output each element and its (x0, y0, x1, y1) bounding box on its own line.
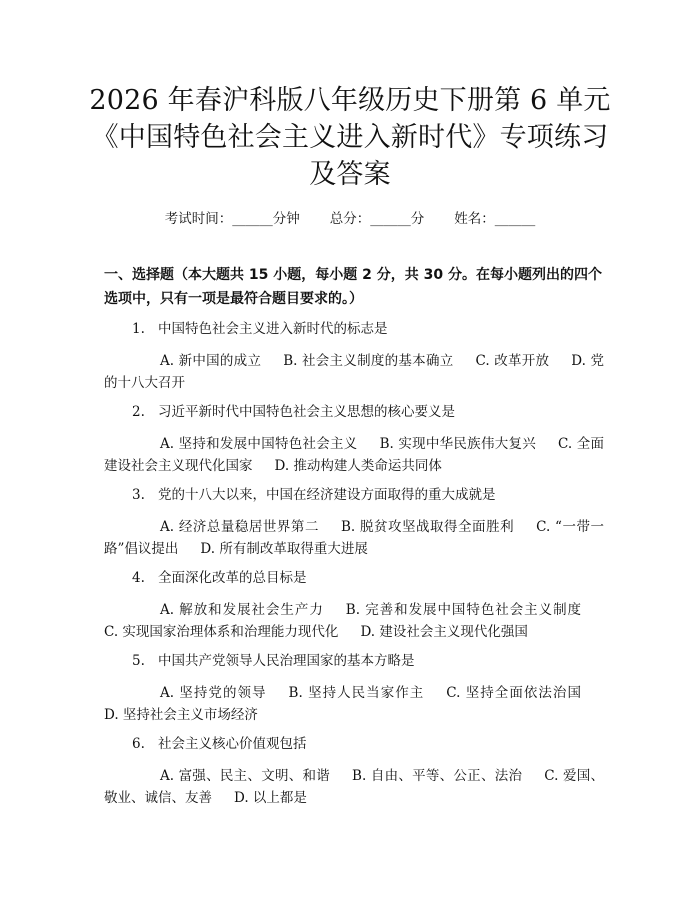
question-stem (104, 650, 604, 672)
question-text: 中国特色社会主义进入新时代的标志是 (158, 321, 388, 337)
question-3 (104, 484, 604, 560)
question-2 (104, 401, 604, 477)
option-d: D. 建设社会主义现代化强国 (360, 624, 528, 640)
question-number: 3. (132, 487, 145, 503)
question-options (104, 682, 604, 726)
exam-info-line (0, 207, 700, 227)
question-text: 中国共产党领导人民治理国家的基本方略是 (158, 653, 415, 669)
question-text: 全面深化改革的总目标是 (158, 570, 307, 586)
question-options (104, 516, 604, 560)
option-d: D. 以上都是 (234, 790, 307, 806)
title-line-1: 2026 年春沪科版八年级历史下册第 6 单元 (89, 85, 611, 116)
question-stem (104, 733, 604, 755)
question-number: 4. (132, 570, 145, 586)
student-name-field: 姓名：______ (454, 211, 536, 227)
option-a: A. 坚持和发展中国特色社会主义 (160, 436, 358, 452)
option-d: D. 坚持社会主义市场经济 (104, 707, 258, 723)
total-score-field: 总分：______分 (329, 211, 425, 227)
option-d: D. 党的十八大召开 (104, 353, 604, 391)
option-c: C. “一带一路”倡议提出 (104, 519, 604, 557)
option-b: B. 实现中华民族伟大复兴 (379, 436, 537, 452)
question-stem (104, 401, 604, 423)
option-c: C. 坚持全面依法治国 (446, 685, 582, 701)
option-a: A. 坚持党的领导 (160, 685, 267, 701)
option-b: B. 社会主义制度的基本确立 (283, 353, 454, 369)
document-title (60, 82, 640, 193)
option-b: B. 脱贫攻坚战取得全面胜利 (340, 519, 515, 535)
question-options (104, 350, 604, 394)
question-number: 1. (132, 321, 145, 337)
question-text: 社会主义核心价值观包括 (158, 736, 307, 752)
exam-time-field: 考试时间：______分钟 (164, 211, 300, 227)
question-options (104, 433, 604, 477)
question-options (104, 765, 604, 809)
question-stem (104, 567, 604, 589)
question-stem (104, 484, 604, 506)
section-heading: 一、选择题（本大题共 15 小题，每小题 2 分，共 30 分。在每小题列出的四个选项中，只有一项是最符合题目要求的。） (104, 267, 602, 307)
question-4 (104, 567, 604, 643)
option-d: D. 推动构建人类命运共同体 (274, 458, 442, 474)
question-text: 习近平新时代中国特色社会主义思想的核心要义是 (158, 404, 455, 420)
option-c: C. 实现国家治理体系和治理能力现代化 (104, 624, 339, 640)
question-1 (104, 318, 604, 394)
question-number: 5. (132, 653, 145, 669)
option-b: B. 完善和发展中国特色社会主义制度 (345, 602, 582, 618)
option-c: C. 改革开放 (475, 353, 550, 369)
title-line-2: 《中国特色社会主义进入新时代》专项练习 (91, 122, 609, 153)
question-stem (104, 318, 604, 340)
question-6 (104, 733, 604, 809)
title-line-3: 及答案 (309, 159, 391, 190)
option-a: A. 富强、民主、文明、和谐 (160, 768, 331, 784)
question-options (104, 599, 604, 643)
option-c: C. 全面建设社会主义现代化国家 (104, 436, 604, 474)
option-b: B. 自由、平等、公正、法治 (352, 768, 523, 784)
question-number: 2. (132, 404, 145, 420)
option-a: A. 新中国的成立 (160, 353, 262, 369)
question-number: 6. (132, 736, 145, 752)
option-a: A. 解放和发展社会生产力 (160, 602, 324, 618)
question-5 (104, 650, 604, 726)
question-text: 党的十八大以来，中国在经济建设方面取得的重大成就是 (158, 487, 496, 503)
option-d: D. 所有制改革取得重大进展 (200, 541, 368, 557)
option-c: C. 爱国、敬业、诚信、友善 (104, 768, 604, 806)
option-a: A. 经济总量稳居世界第二 (160, 519, 319, 535)
option-b: B. 坚持人民当家作主 (288, 685, 425, 701)
